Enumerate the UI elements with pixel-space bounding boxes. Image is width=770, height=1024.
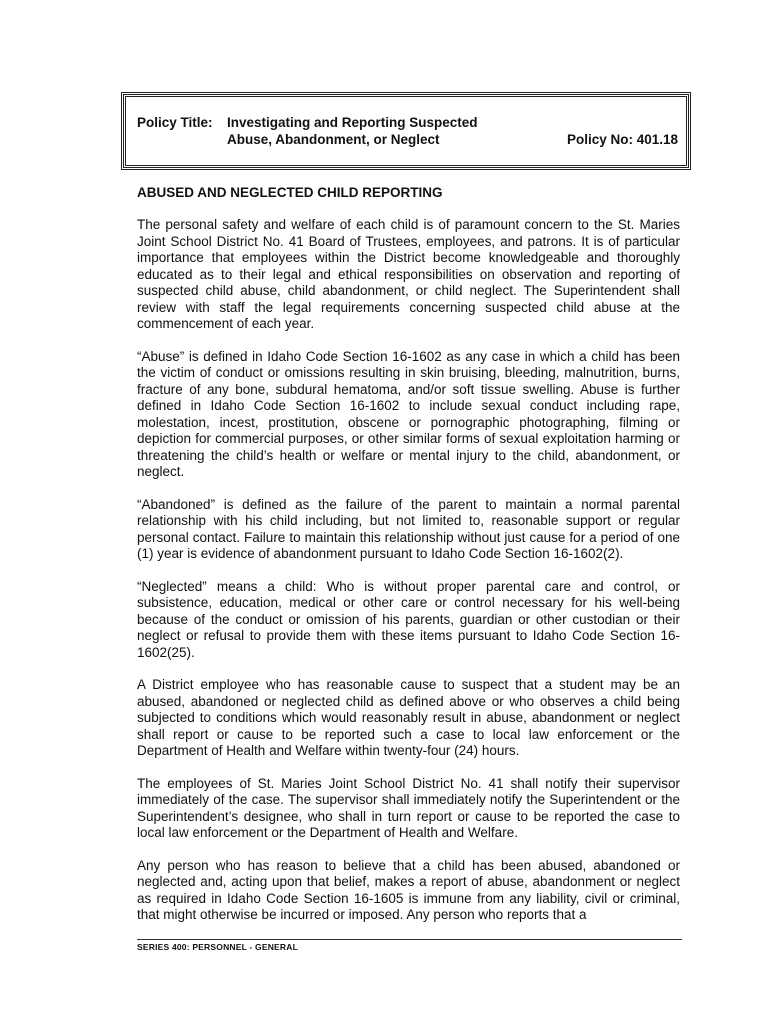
policy-header-box bbox=[123, 94, 689, 168]
policy-title-line-2: Abuse, Abandonment, or Neglect bbox=[227, 132, 440, 147]
policy-body bbox=[137, 217, 680, 940]
paragraph-abandoned-definition: “Abandoned” is defined as the failure of the parent to maintain a normal parental relationship with his child including, but not limited to, reasonable support or regular personal contact. Failure to maintain this relationship without just cause for a period of one (1) year is evidence of abandonment pursuant to Idaho Code Section 16-1602(2). bbox=[137, 496, 680, 561]
policy-title-line-1: Investigating and Reporting Suspected bbox=[227, 115, 478, 130]
paragraph-abuse-definition: “Abuse” is defined in Idaho Code Section 16-1602 as any case in which a child has been the victim of conduct or omissions resulting in skin bruising, bleeding, malnutrition, burns, fracture of any bone, subdural hematoma, and/or soft tissue swelling. Abuse is further defined in Idaho Code Section 16-1602 to include sexual conduct including rape, molestation, incest, prostitution, obscene or pornographic photographing, filming or depiction for commercial purposes, or other similar forms of sexual exploitation harming or threatening the child’s health or welfare or mental injury to the child, abandonment, or neglect. bbox=[137, 348, 680, 479]
paragraph-employee-reporting: A District employee who has reasonable cause to suspect that a student may be an abused, abandoned or neglected child as defined above or who observes a child being subjected to conditions which would reasonably result in abuse, abandonment or neglect shall report or cause to be reported such a case to local law enforcement or the Department of Health and Welfare within twenty-four (24) hours. bbox=[137, 677, 680, 758]
paragraph-intro: The personal safety and welfare of each child is of paramount concern to the St. Maries Joint School District No. 41 Board of Trustees, employees, and patrons. It is of particular importance that employees within the District become knowledgeable and thoroughly educated as to their legal and ethical responsibilities on observation and reporting of suspected child abuse, child abandonment, or child neglect. The Superintendent shall review with staff the legal requirements concerning suspected child abuse at the commencement of each year. bbox=[137, 217, 680, 331]
footer-divider bbox=[137, 939, 682, 940]
policy-title-label: Policy Title: bbox=[137, 115, 213, 130]
paragraph-immunity: Any person who has reason to believe that a child has been abused, abandoned or neglected and, acting upon that belief, makes a report of abuse, abandonment or neglect as required in Idaho Code Section 16-1605 is immune from any liability, civil or criminal, that might otherwise be incurred or imposed. Any person who reports that a bbox=[137, 857, 680, 922]
policy-number: Policy No: 401.18 bbox=[566, 132, 678, 147]
section-heading: ABUSED AND NEGLECTED CHILD REPORTING bbox=[137, 185, 443, 200]
paragraph-supervisor-notification: The employees of St. Maries Joint School District No. 41 shall notify their supervisor immediately of the case. The supervisor shall immediately notify the Superintendent or the Superintendent’s designee, who shall in turn report or cause to be reported the case to local law enforcement or the Department of Health and Welfare. bbox=[137, 775, 680, 840]
paragraph-neglected-definition: “Neglected” means a child: Who is without proper parental care and control, or subsistence, education, medical or other care or control necessary for his well-being because of the conduct or omission of his parents, guardian or other custodian or their neglect or refusal to provide them with these items pursuant to Idaho Code Section 16-1602(25). bbox=[137, 578, 680, 660]
footer-series-label: SERIES 400: PERSONNEL - GENERAL bbox=[137, 942, 298, 952]
